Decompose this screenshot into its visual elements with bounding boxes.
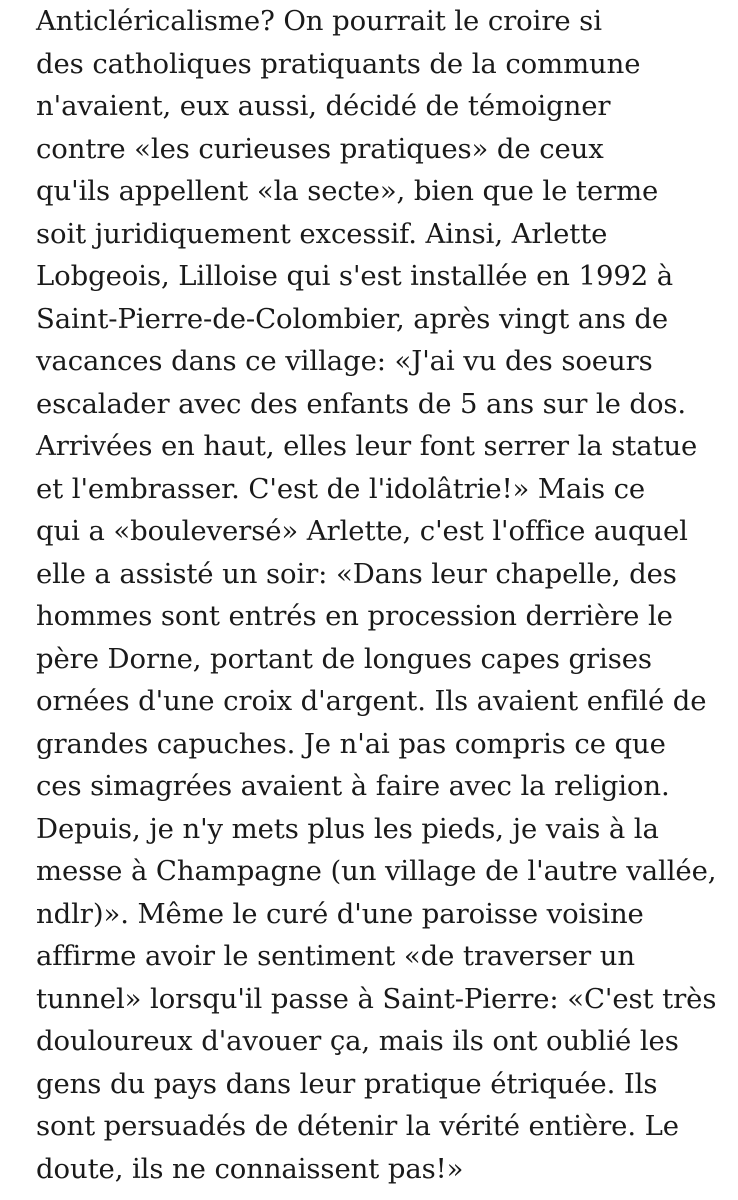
paragraph-line: doute, ils ne connaissent pas!» [36,1152,464,1185]
paragraph-line: père Dorne, portant de longues capes grises [36,642,652,675]
paragraph-line: Saint-Pierre-de-Colombier, après vingt ans de [36,302,669,335]
paragraph-line: grandes capuches. Je n'ai pas compris ce que [36,727,666,760]
paragraph-line: et l'embrasser. C'est de l'idolâtrie!» Mais ce [36,472,646,505]
paragraph-line: qui a «bouleversé» Arlette, c'est l'office auquel [36,515,688,547]
paragraph-line: Anticléricalisme? On pourrait le croire si [36,5,602,37]
paragraph-line: elle a assisté un soir: «Dans leur chapelle, des [36,557,677,590]
paragraph-line: ndlr)». Même le curé d'une paroisse voisine [36,897,644,930]
paragraph-line: soit juridiquement excessif. Ainsi, Arlette [36,217,608,250]
paragraph-line: Arrivées en haut, elles leur font serrer la statue [36,430,698,462]
paragraph-line: Depuis, je n'y mets plus les pieds, je vais à la [36,812,659,845]
paragraph-line: ornées d'une croix d'argent. Ils avaient enfilé de [36,685,707,717]
article-paragraph [36,0,736,1190]
paragraph-line: qu'ils appellent «la secte», bien que le terme [36,175,659,207]
paragraph-line: vacances dans ce village: «J'ai vu des soeurs [36,345,653,377]
paragraph-line: des catholiques pratiquants de la commune [36,47,641,80]
paragraph-line: escalader avec des enfants de 5 ans sur le dos. [36,387,687,420]
paragraph-line: Lobgeois, Lilloise qui s'est installée en 1992 à [36,260,674,292]
paragraph-line: ces simagrées avaient à faire avec la religion. [36,770,670,802]
paragraph-line: affirme avoir le sentiment «de traverser un [36,940,635,972]
paragraph-line: tunnel» lorsqu'il passe à Saint-Pierre: «C'est très [36,982,717,1015]
paragraph-line: contre «les curieuses pratiques» de ceux [36,132,604,165]
paragraph-line: n'avaient, eux aussi, décidé de témoigner [36,90,611,122]
paragraph-line: hommes sont entrés en procession derrière le [36,600,673,632]
paragraph-line: gens du pays dans leur pratique étriquée. Ils [36,1067,658,1100]
paragraph-line: sont persuadés de détenir la vérité entière. Le [36,1110,679,1142]
paragraph-line: douloureux d'avouer ça, mais ils ont oublié les [36,1025,679,1057]
paragraph-line: messe à Champagne (un village de l'autre vallée, [36,855,717,887]
